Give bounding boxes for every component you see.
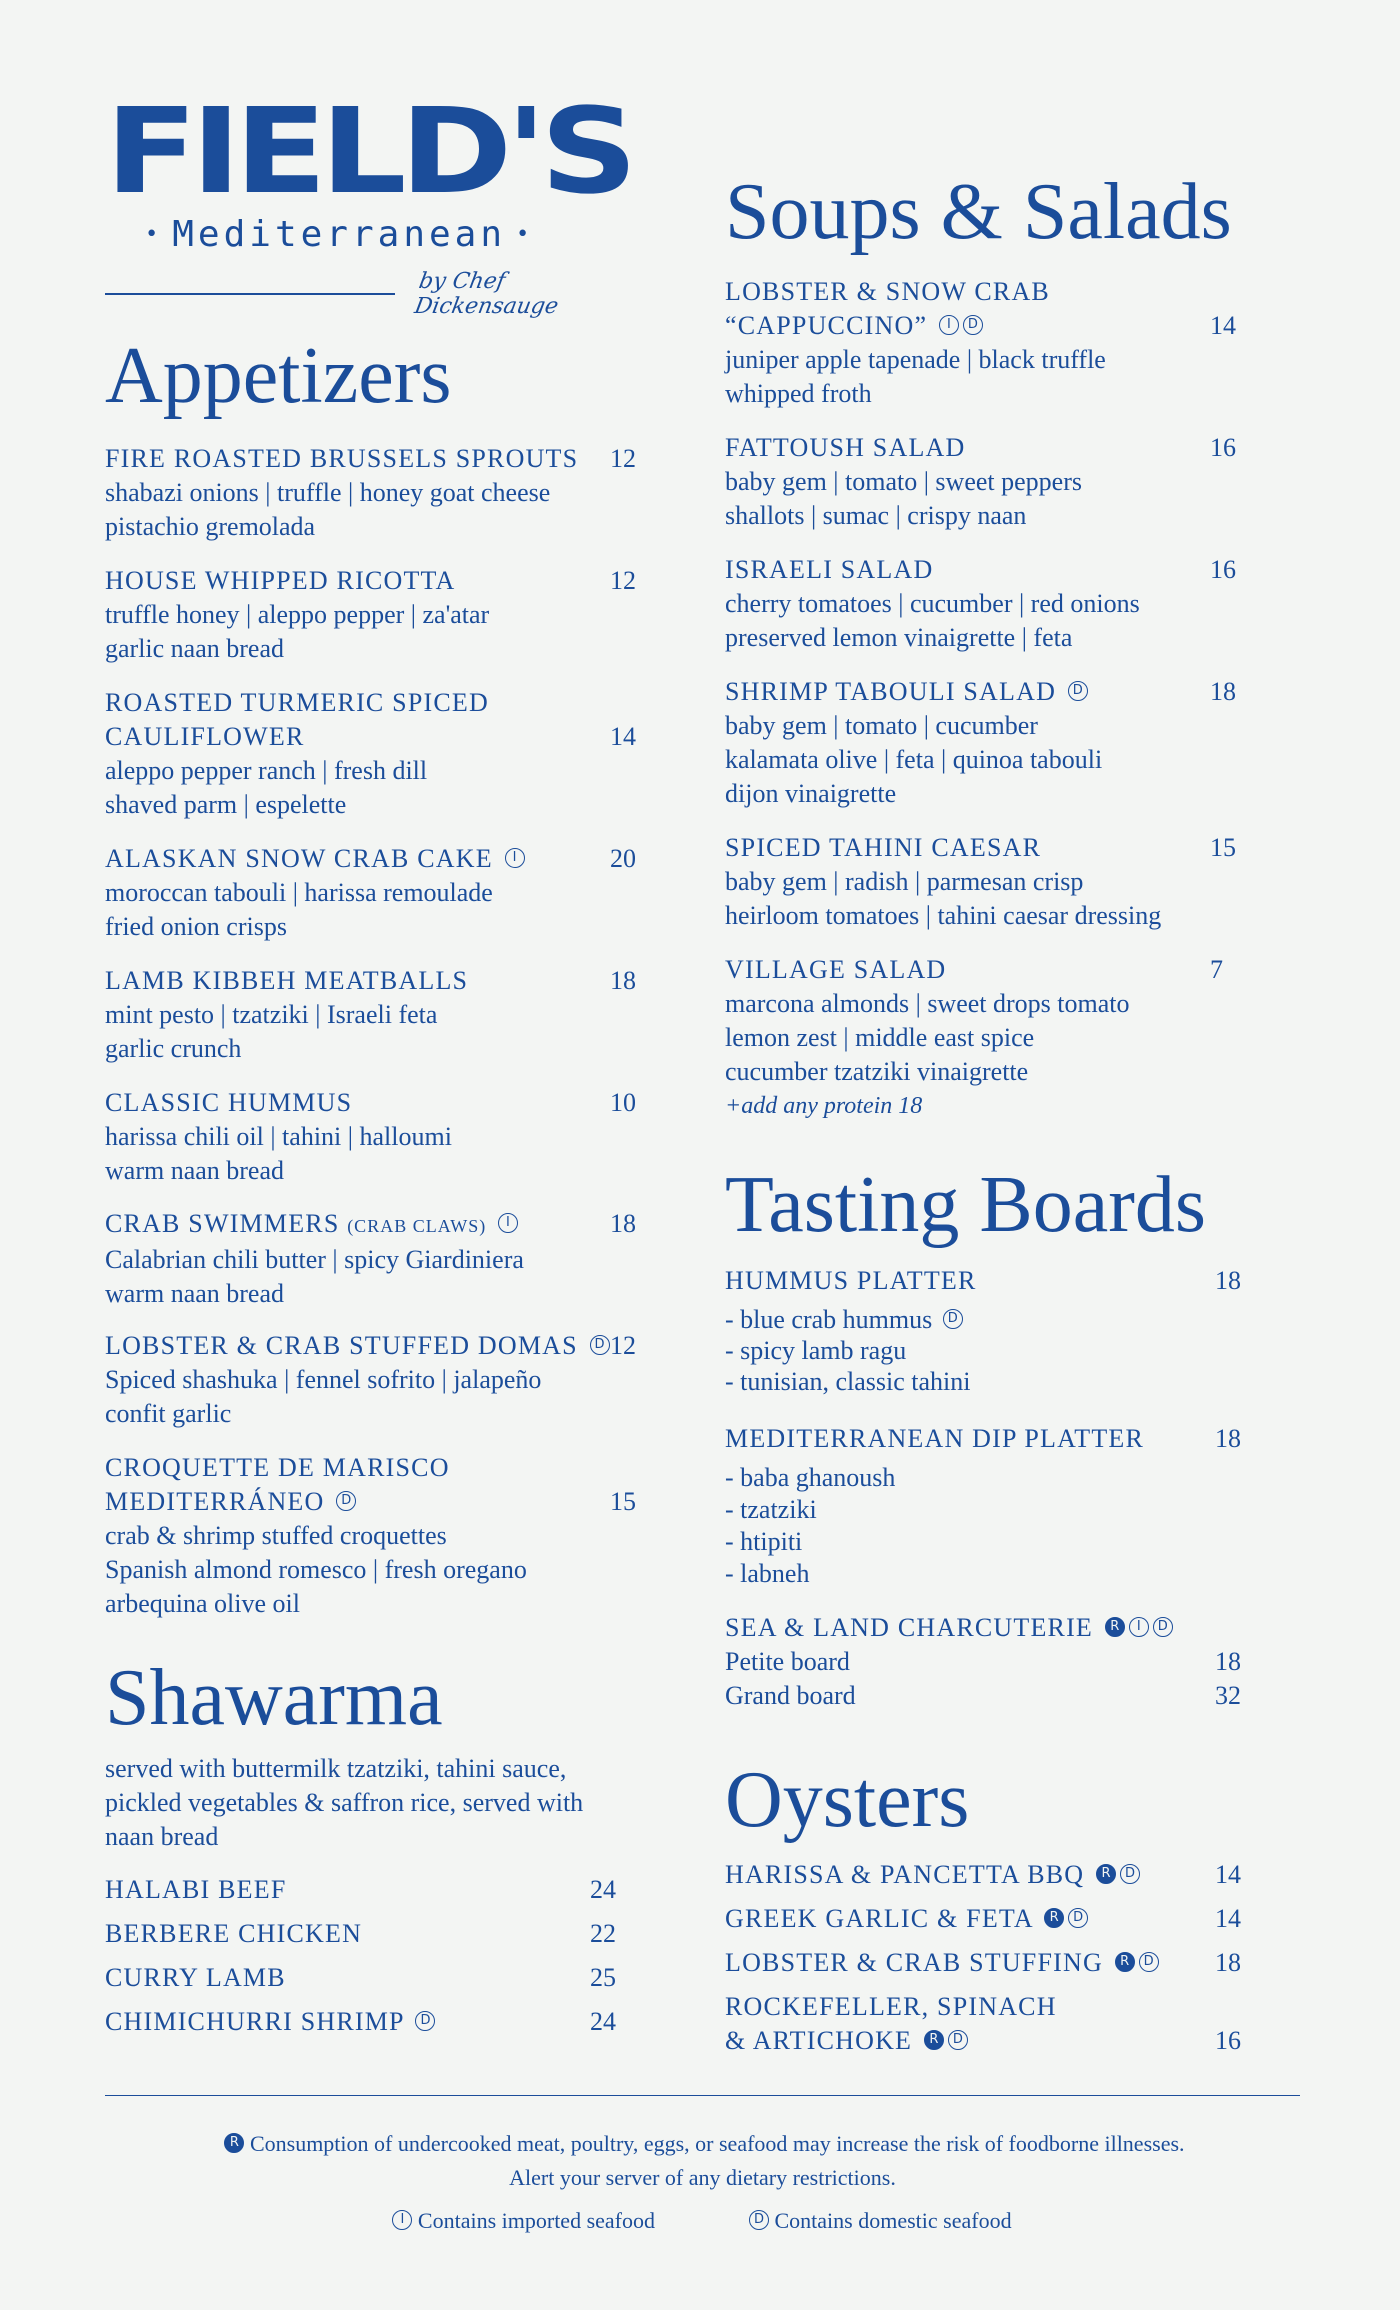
dot-icon: • xyxy=(145,222,163,247)
imported-seafood-icon: I xyxy=(1129,1617,1149,1637)
platter-line: - htipiti xyxy=(725,1527,803,1556)
oysters-title: Oysters xyxy=(725,1756,970,1844)
menu-item xyxy=(105,1207,660,1311)
menu-item xyxy=(105,1086,660,1188)
menu-item xyxy=(725,1264,1245,1397)
item-name: HUMMUS PLATTER xyxy=(725,1266,977,1295)
menu-item xyxy=(725,953,1245,1123)
domestic-seafood-icon: D xyxy=(336,1491,356,1511)
item-name-text: LOBSTER & CRAB STUFFED DOMAS xyxy=(105,1331,578,1360)
platter-line: - tunisian, classic tahini xyxy=(725,1367,971,1396)
domestic-seafood-icon: D xyxy=(1068,681,1088,701)
logo-subtitle-text: Mediterranean xyxy=(172,214,507,255)
item-description: Spanish almond romesco | fresh oregano xyxy=(105,1555,527,1584)
item-description: baby gem | tomato | cucumber xyxy=(725,711,1038,740)
item-price: 18 xyxy=(1215,1647,1241,1676)
legend-text: Contains domestic seafood xyxy=(774,2208,1012,2233)
platter-line: - labneh xyxy=(725,1559,810,1588)
dot-icon: • xyxy=(516,222,534,247)
menu-item xyxy=(725,1422,1245,1590)
item-name: VILLAGE SALAD xyxy=(725,955,947,984)
right-column xyxy=(725,0,1245,2310)
board-size: Petite board xyxy=(725,1647,850,1676)
domestic-seafood-icon: D xyxy=(943,1309,963,1329)
platter-line: - spicy lamb ragu xyxy=(725,1336,907,1365)
item-description: pistachio gremolada xyxy=(105,512,316,541)
menu-item xyxy=(105,442,660,544)
item-description: baby gem | radish | parmesan crisp xyxy=(725,867,1084,896)
menu-item xyxy=(105,1873,660,1907)
footer-divider xyxy=(105,2095,1300,2096)
menu-item xyxy=(725,1990,1245,2058)
item-name: CROQUETTE DE MARISCO xyxy=(105,1453,450,1482)
seafood-legend xyxy=(0,2208,1400,2234)
raw-warning-icon: R xyxy=(1115,1952,1135,1972)
item-name: CLASSIC HUMMUS xyxy=(105,1088,353,1117)
item-price: 10 xyxy=(610,1088,636,1117)
item-price: 15 xyxy=(1210,833,1236,862)
appetizers-title: Appetizers xyxy=(105,332,452,420)
item-name xyxy=(725,1858,1245,1892)
description-line: naan bread xyxy=(105,1822,219,1851)
item-description: marcona almonds | sweet drops tomato xyxy=(725,989,1130,1018)
menu-item xyxy=(725,1902,1245,1936)
item-name xyxy=(725,1611,1245,1645)
item-name-text: SHRIMP TABOULI SALAD xyxy=(725,677,1057,706)
legend-imported xyxy=(388,2208,655,2234)
raw-warning-icon: R xyxy=(1105,1617,1125,1637)
item-name: BERBERE CHICKEN xyxy=(105,1919,363,1948)
item-price: 32 xyxy=(1215,1681,1241,1710)
item-name: CURRY LAMB xyxy=(105,1963,286,1992)
menu-item xyxy=(105,1961,660,1995)
item-name xyxy=(725,675,1245,709)
item-description: Spiced shashuka | fennel sofrito | jalapeño xyxy=(105,1365,542,1394)
menu-item xyxy=(105,1329,660,1431)
item-name: FATTOUSH SALAD xyxy=(725,433,966,462)
item-name xyxy=(105,1207,660,1243)
item-description: baby gem | tomato | sweet peppers xyxy=(725,467,1082,496)
item-price: 18 xyxy=(610,1209,636,1238)
menu-item xyxy=(725,553,1245,655)
item-description: juniper apple tapenade | black truffle xyxy=(725,345,1106,374)
left-column xyxy=(105,0,660,2310)
description-line: served with buttermilk tzatziki, tahini sauce, xyxy=(105,1754,567,1783)
item-name-line2 xyxy=(725,2024,1245,2058)
item-name-text: GREEK GARLIC & FETA xyxy=(725,1904,1033,1933)
item-name-text: LOBSTER & CRAB STUFFING xyxy=(725,1948,1103,1977)
item-name-line2 xyxy=(105,1485,660,1519)
raw-warning-icon: R xyxy=(1096,1864,1116,1884)
domestic-seafood-icon: D xyxy=(1139,1952,1159,1972)
item-name: LAMB KIBBEH MEATBALLS xyxy=(105,966,469,995)
item-description: cucumber tzatziki vinaigrette xyxy=(725,1057,1029,1086)
item-description: confit garlic xyxy=(105,1399,232,1428)
item-description: aleppo pepper ranch | fresh dill xyxy=(105,756,428,785)
item-name-text: HARISSA & PANCETTA BBQ xyxy=(725,1860,1085,1889)
item-name xyxy=(725,1946,1245,1980)
item-description: harissa chili oil | tahini | halloumi xyxy=(105,1122,452,1151)
item-description: preserved lemon vinaigrette | feta xyxy=(725,623,1073,652)
item-name-line2 xyxy=(725,309,1245,343)
item-description: crab & shrimp stuffed croquettes xyxy=(105,1521,447,1550)
menu-item xyxy=(105,2005,660,2039)
item-name: MEDITERRANEAN DIP PLATTER xyxy=(725,1424,1145,1453)
raw-warning-icon: R xyxy=(1044,1908,1064,1928)
item-description: truffle honey | aleppo pepper | za'atar xyxy=(105,600,490,629)
raw-warning-icon: R xyxy=(924,2030,944,2050)
item-description: arbequina olive oil xyxy=(105,1589,300,1618)
menu-item xyxy=(725,431,1245,533)
chef-signature: by Chef Dickensauge xyxy=(412,269,561,319)
item-price: 12 xyxy=(610,1331,636,1360)
soups-salads-title: Soups & Salads xyxy=(725,168,1232,256)
warning-text: Consumption of undercooked meat, poultry, eggs, or seafood may increase the risk of foodborne illnesses. xyxy=(249,2131,1185,2156)
item-description: Calabrian chili butter | spicy Giardiniera xyxy=(105,1245,524,1274)
platter-line: - baba ghanoush xyxy=(725,1463,896,1492)
tasting-boards-title: Tasting Boards xyxy=(725,1161,1207,1249)
item-price: 22 xyxy=(590,1919,616,1948)
item-price: 18 xyxy=(1215,1266,1241,1295)
item-price: 18 xyxy=(610,966,636,995)
imported-seafood-icon: I xyxy=(498,1213,518,1233)
item-price: 24 xyxy=(590,1875,616,1904)
menu-item xyxy=(105,564,660,666)
item-description: shallots | sumac | crispy naan xyxy=(725,501,1027,530)
item-name-text: SEA & LAND CHARCUTERIE xyxy=(725,1613,1094,1642)
item-description: whipped froth xyxy=(725,379,872,408)
footer-warning xyxy=(105,2128,1300,2160)
legend-text: Contains imported seafood xyxy=(417,2208,655,2233)
menu-item xyxy=(725,831,1245,933)
shawarma-description xyxy=(105,1752,660,1854)
item-price: 14 xyxy=(1210,311,1236,340)
item-price: 16 xyxy=(1210,555,1236,584)
menu-item xyxy=(725,1611,1245,1713)
item-name: ROASTED TURMERIC SPICED xyxy=(105,688,489,717)
platter-line: - tzatziki xyxy=(725,1495,817,1524)
item-name: ISRAELI SALAD xyxy=(725,555,934,584)
menu-item xyxy=(105,1917,660,1951)
item-description: dijon vinaigrette xyxy=(725,779,897,808)
item-name-text: ALASKAN SNOW CRAB CAKE xyxy=(105,844,493,873)
imported-seafood-icon: I xyxy=(939,315,959,335)
item-price: 14 xyxy=(1215,1904,1241,1933)
item-description: shabazi onions | truffle | honey goat cheese xyxy=(105,478,551,507)
domestic-seafood-icon: D xyxy=(749,2210,769,2230)
item-price: 16 xyxy=(1215,2026,1241,2055)
menu-item xyxy=(105,686,660,822)
shawarma-title: Shawarma xyxy=(105,1654,443,1742)
item-price: 18 xyxy=(1215,1424,1241,1453)
item-price: 16 xyxy=(1210,433,1236,462)
item-price: 12 xyxy=(610,444,636,473)
item-description: cherry tomatoes | cucumber | red onions xyxy=(725,589,1140,618)
item-name: FIRE ROASTED BRUSSELS SPROUTS xyxy=(105,444,579,473)
item-description: moroccan tabouli | harissa remoulade xyxy=(105,878,493,907)
domestic-seafood-icon: D xyxy=(1120,1864,1140,1884)
item-name xyxy=(105,2005,660,2039)
description-line: pickled vegetables & saffron rice, served with xyxy=(105,1788,584,1817)
item-price: 18 xyxy=(1210,677,1236,706)
menu-item xyxy=(105,964,660,1066)
item-description: fried onion crisps xyxy=(105,912,287,941)
item-description: shaved parm | espelette xyxy=(105,790,347,819)
menu-item xyxy=(105,1451,660,1621)
item-price: 14 xyxy=(1215,1860,1241,1889)
menu-item xyxy=(725,1858,1245,1892)
domestic-seafood-icon: D xyxy=(590,1335,610,1355)
item-name: HALABI BEEF xyxy=(105,1875,287,1904)
footer-alert: Alert your server of any dietary restrictions. xyxy=(509,2165,896,2190)
item-name-line2: CAULIFLOWER xyxy=(105,722,305,751)
item-name: LOBSTER & SNOW CRAB xyxy=(725,277,1050,306)
item-name: HOUSE WHIPPED RICOTTA xyxy=(105,566,456,595)
menu-item xyxy=(725,275,1245,411)
logo-wordmark: FIELD'S xyxy=(105,82,631,220)
legend-domestic xyxy=(745,2208,1012,2234)
item-description: lemon zest | middle east spice xyxy=(725,1023,1035,1052)
item-price: 25 xyxy=(590,1963,616,1992)
imported-seafood-icon: I xyxy=(505,848,525,868)
item-name-text: “CAPPUCCINO” xyxy=(725,311,928,340)
item-description: mint pesto | tzatziki | Israeli feta xyxy=(105,1000,438,1029)
item-price: 24 xyxy=(590,2007,616,2036)
item-name: ROCKEFELLER, SPINACH xyxy=(725,1992,1057,2021)
item-description: garlic naan bread xyxy=(105,634,285,663)
item-description: kalamata olive | feta | quinoa tabouli xyxy=(725,745,1103,774)
item-name-detail: (CRAB CLAWS) xyxy=(347,1216,487,1236)
item-price: 20 xyxy=(610,844,636,873)
raw-warning-icon: R xyxy=(224,2133,244,2153)
domestic-seafood-icon: D xyxy=(963,315,983,335)
board-size: Grand board xyxy=(725,1681,856,1710)
item-name xyxy=(105,842,660,876)
item-name xyxy=(105,1329,660,1363)
item-price: 14 xyxy=(610,722,636,751)
domestic-seafood-icon: D xyxy=(415,2011,435,2031)
item-description: warm naan bread xyxy=(105,1279,285,1308)
item-price: 7 xyxy=(1210,955,1223,984)
domestic-seafood-icon: D xyxy=(1153,1617,1173,1637)
item-name-text: CHIMICHURRI SHRIMP xyxy=(105,2007,404,2036)
domestic-seafood-icon: D xyxy=(948,2030,968,2050)
platter-line-text: - blue crab hummus xyxy=(725,1305,933,1334)
item-price: 12 xyxy=(610,566,636,595)
domestic-seafood-icon: D xyxy=(1068,1908,1088,1928)
imported-seafood-icon: I xyxy=(392,2210,412,2230)
item-name-text: MEDITERRÁNEO xyxy=(105,1487,325,1516)
menu-item xyxy=(725,675,1245,811)
item-description: warm naan bread xyxy=(105,1156,285,1185)
platter-line xyxy=(725,1304,1245,1335)
menu-item xyxy=(105,842,660,944)
item-price: 15 xyxy=(610,1487,636,1516)
item-price: 18 xyxy=(1215,1948,1241,1977)
item-name-text: & ARTICHOKE xyxy=(725,2026,913,2055)
item-name: SPICED TAHINI CAESAR xyxy=(725,833,1042,862)
item-description: garlic crunch xyxy=(105,1034,242,1063)
item-name xyxy=(725,1902,1245,1936)
menu-item xyxy=(725,1946,1245,1980)
item-description: heirloom tomatoes | tahini caesar dressing xyxy=(725,901,1162,930)
add-protein-note: +add any protein 18 xyxy=(725,1093,923,1119)
item-name-text: CRAB SWIMMERS xyxy=(105,1209,340,1238)
